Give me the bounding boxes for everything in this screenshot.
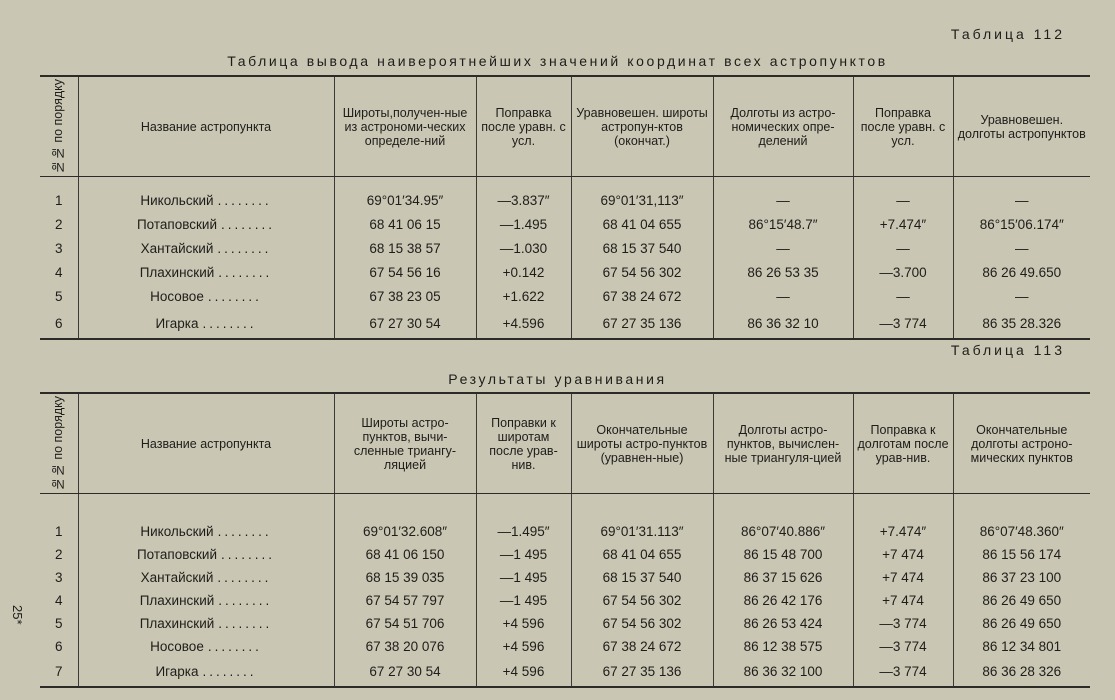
station-name-cell: Потаповский ........ bbox=[78, 213, 334, 237]
value-cell: 86 26 53 424 bbox=[713, 612, 853, 635]
row-number-cell: 2 bbox=[54, 546, 63, 562]
value-cell: 67 38 24 672 bbox=[571, 635, 713, 658]
value-cell: 86 15 48 700 bbox=[713, 543, 853, 566]
value-cell: 86°15′06.174″ bbox=[953, 213, 1090, 237]
value-cell: 86 26 42 176 bbox=[713, 589, 853, 612]
table-row bbox=[40, 635, 1090, 658]
column-header-label: №№ по порядку bbox=[51, 396, 66, 492]
value-cell: —3 774 bbox=[853, 309, 953, 339]
table-row bbox=[40, 543, 1090, 566]
column-header: Окончательные долготы астроно-мических пунктов bbox=[953, 393, 1090, 494]
column-header: Поправка после уравн. с усл. bbox=[476, 76, 571, 177]
value-cell: 67 54 56 302 bbox=[571, 612, 713, 635]
value-cell: 68 15 37 540 bbox=[571, 237, 713, 261]
value-cell: +4 596 bbox=[476, 658, 571, 687]
column-header: Уравновешен. широты астропун-ктов (окончат.) bbox=[571, 76, 713, 177]
table-row bbox=[40, 261, 1090, 285]
row-number-cell: 3 bbox=[54, 241, 63, 257]
row-number-cell: 5 bbox=[54, 289, 63, 305]
station-name: Игарка bbox=[155, 315, 199, 331]
table-row bbox=[40, 309, 1090, 339]
table-row bbox=[40, 213, 1090, 237]
value-cell: 67 27 30 54 bbox=[334, 658, 476, 687]
value-cell: 86 36 32 100 bbox=[713, 658, 853, 687]
value-cell: 86 26 53 35 bbox=[713, 261, 853, 285]
value-cell: —1.495 bbox=[476, 213, 571, 237]
value-cell: 67 38 23 05 bbox=[334, 285, 476, 309]
value-cell: 86°15′48.7″ bbox=[713, 213, 853, 237]
value-cell: 86°07′48.360″ bbox=[953, 494, 1090, 543]
value-cell: — bbox=[713, 285, 853, 309]
value-cell: 86 15 56 174 bbox=[953, 543, 1090, 566]
column-header: Уравновешен. долготы астропунктов bbox=[953, 76, 1090, 177]
station-name-cell: Носовое ........ bbox=[78, 635, 334, 658]
value-cell: — bbox=[953, 237, 1090, 261]
table-112 bbox=[40, 75, 1090, 340]
value-cell: 69°01′31,113″ bbox=[571, 177, 713, 213]
column-header bbox=[40, 76, 78, 177]
value-cell: —3 774 bbox=[853, 635, 953, 658]
value-cell: 68 41 04 655 bbox=[571, 213, 713, 237]
row-number-cell: 1 bbox=[54, 523, 63, 539]
table-row bbox=[40, 566, 1090, 589]
table-112-number: Таблица 112 bbox=[950, 26, 1065, 42]
row-number-cell: 7 bbox=[40, 658, 78, 687]
value-cell: 86 36 32 10 bbox=[713, 309, 853, 339]
station-name: Плахинский bbox=[139, 592, 215, 608]
station-name: Хантайский bbox=[140, 569, 214, 585]
value-cell: +7.474″ bbox=[853, 494, 953, 543]
column-header: Долготы из астро-номических опре-делений bbox=[713, 76, 853, 177]
value-cell: 86°07′40.886″ bbox=[713, 494, 853, 543]
station-name-cell: Плахинский ........ bbox=[78, 589, 334, 612]
station-name: Никольский bbox=[140, 523, 214, 539]
value-cell: —1.030 bbox=[476, 237, 571, 261]
value-cell: —3 774 bbox=[853, 612, 953, 635]
value-cell: +0.142 bbox=[476, 261, 571, 285]
row-number-cell: 5 bbox=[54, 615, 63, 631]
value-cell: 68 15 37 540 bbox=[571, 566, 713, 589]
station-name-cell: Плахинский ........ bbox=[78, 261, 334, 285]
row-number-cell: 6 bbox=[40, 309, 78, 339]
value-cell: 67 27 35 136 bbox=[571, 658, 713, 687]
value-cell: 86 26 49 650 bbox=[953, 612, 1090, 635]
station-name-cell: Игарка ........ bbox=[78, 309, 334, 339]
table-113 bbox=[40, 392, 1090, 688]
column-header: Поправки к широтам после урав-нив. bbox=[476, 393, 571, 494]
value-cell: +1.622 bbox=[476, 285, 571, 309]
table-row bbox=[40, 285, 1090, 309]
column-header: Поправка после уравн. с усл. bbox=[853, 76, 953, 177]
page-number: 25* bbox=[10, 605, 25, 625]
station-name-cell: Хантайский ........ bbox=[78, 237, 334, 261]
value-cell: 67 54 57 797 bbox=[334, 589, 476, 612]
station-name-cell: Потаповский ........ bbox=[78, 543, 334, 566]
row-number-cell: 6 bbox=[54, 638, 63, 654]
row-number-cell: 4 bbox=[54, 592, 63, 608]
value-cell: 69°01′32.608″ bbox=[334, 494, 476, 543]
value-cell: — bbox=[713, 237, 853, 261]
table-112-header-row bbox=[40, 76, 1090, 177]
value-cell: +4 596 bbox=[476, 635, 571, 658]
column-header: Название астропункта bbox=[78, 76, 334, 177]
station-name: Носовое bbox=[150, 289, 204, 305]
value-cell: —1 495 bbox=[476, 543, 571, 566]
value-cell: 67 54 56 302 bbox=[571, 261, 713, 285]
station-name-cell: Хантайский ........ bbox=[78, 566, 334, 589]
value-cell: +4.596 bbox=[476, 309, 571, 339]
value-cell: 86 37 23 100 bbox=[953, 566, 1090, 589]
value-cell: 68 15 38 57 bbox=[334, 237, 476, 261]
station-name: Носовое bbox=[150, 638, 204, 654]
table-112-title: Таблица вывода наивероятнейших значений координат всех астропунктов bbox=[227, 53, 888, 69]
value-cell: — bbox=[853, 237, 953, 261]
value-cell: —3.837″ bbox=[476, 177, 571, 213]
value-cell: 68 41 04 655 bbox=[571, 543, 713, 566]
station-name: Потаповский bbox=[136, 217, 217, 233]
value-cell: — bbox=[713, 177, 853, 213]
column-header: Окончательные широты астро-пунктов (уравнен-ные) bbox=[571, 393, 713, 494]
column-header: Название астропункта bbox=[78, 393, 334, 494]
value-cell: 68 41 06 150 bbox=[334, 543, 476, 566]
station-name: Никольский bbox=[140, 193, 214, 209]
row-number-cell: 1 bbox=[54, 193, 63, 209]
value-cell: —1 495 bbox=[476, 566, 571, 589]
station-name: Плахинский bbox=[139, 265, 215, 281]
value-cell: 68 41 06 15 bbox=[334, 213, 476, 237]
station-name: Потаповский bbox=[136, 546, 217, 562]
table-113-header-row bbox=[40, 393, 1090, 494]
value-cell: +7 474 bbox=[853, 566, 953, 589]
value-cell: — bbox=[953, 177, 1090, 213]
value-cell: 86 37 15 626 bbox=[713, 566, 853, 589]
row-number-cell: 2 bbox=[54, 217, 63, 233]
value-cell: —1.495″ bbox=[476, 494, 571, 543]
value-cell: +7 474 bbox=[853, 543, 953, 566]
value-cell: +4 596 bbox=[476, 612, 571, 635]
column-header bbox=[40, 393, 78, 494]
row-number-cell: 3 bbox=[54, 569, 63, 585]
value-cell: 86 26 49 650 bbox=[953, 589, 1090, 612]
value-cell: — bbox=[853, 177, 953, 213]
table-row bbox=[40, 589, 1090, 612]
column-header: Широты,получен-ные из астрономи-ческих определе-ний bbox=[334, 76, 476, 177]
value-cell: 67 54 56 302 bbox=[571, 589, 713, 612]
table-113-body bbox=[40, 494, 1090, 687]
value-cell: +7 474 bbox=[853, 589, 953, 612]
row-number-cell: 4 bbox=[54, 265, 63, 281]
value-cell: 67 38 20 076 bbox=[334, 635, 476, 658]
value-cell: —1 495 bbox=[476, 589, 571, 612]
station-name-cell: Никольский ........ bbox=[78, 177, 334, 213]
column-header: Поправка к долготам после урав-нив. bbox=[853, 393, 953, 494]
station-name-cell: Никольский ........ bbox=[78, 494, 334, 543]
value-cell: 69°01′34.95″ bbox=[334, 177, 476, 213]
value-cell: —3.700 bbox=[853, 261, 953, 285]
value-cell: 67 27 35 136 bbox=[571, 309, 713, 339]
value-cell: 69°01′31.113″ bbox=[571, 494, 713, 543]
column-header: Долготы астро-пунктов, вычислен-ные триангуля-цией bbox=[713, 393, 853, 494]
column-header-label: №№ по порядку bbox=[51, 79, 66, 175]
table-113-number: Таблица 113 bbox=[950, 342, 1065, 358]
station-name-cell: Плахинский ........ bbox=[78, 612, 334, 635]
column-header: Широты астро-пунктов, вычи-сленные триангу-ляцией bbox=[334, 393, 476, 494]
value-cell: 86 12 34 801 bbox=[953, 635, 1090, 658]
station-name: Игарка bbox=[155, 664, 199, 680]
station-name: Плахинский bbox=[139, 615, 215, 631]
value-cell: — bbox=[953, 285, 1090, 309]
table-row bbox=[40, 612, 1090, 635]
table-row bbox=[40, 658, 1090, 687]
value-cell: 86 36 28 326 bbox=[953, 658, 1090, 687]
table-row bbox=[40, 237, 1090, 261]
table-112-body bbox=[40, 177, 1090, 339]
station-name-cell: Носовое ........ bbox=[78, 285, 334, 309]
table-113-title: Результаты уравнивания bbox=[448, 371, 667, 387]
table-row bbox=[40, 177, 1090, 213]
value-cell: 68 15 39 035 bbox=[334, 566, 476, 589]
station-name-cell: Игарка ........ bbox=[78, 658, 334, 687]
value-cell: 67 54 56 16 bbox=[334, 261, 476, 285]
value-cell: —3 774 bbox=[853, 658, 953, 687]
value-cell: 86 26 49.650 bbox=[953, 261, 1090, 285]
value-cell: +7.474″ bbox=[853, 213, 953, 237]
value-cell: 67 27 30 54 bbox=[334, 309, 476, 339]
value-cell: — bbox=[853, 285, 953, 309]
value-cell: 86 12 38 575 bbox=[713, 635, 853, 658]
table-row bbox=[40, 494, 1090, 543]
value-cell: 67 38 24 672 bbox=[571, 285, 713, 309]
station-name: Хантайский bbox=[140, 241, 214, 257]
value-cell: 67 54 51 706 bbox=[334, 612, 476, 635]
value-cell: 86 35 28.326 bbox=[953, 309, 1090, 339]
